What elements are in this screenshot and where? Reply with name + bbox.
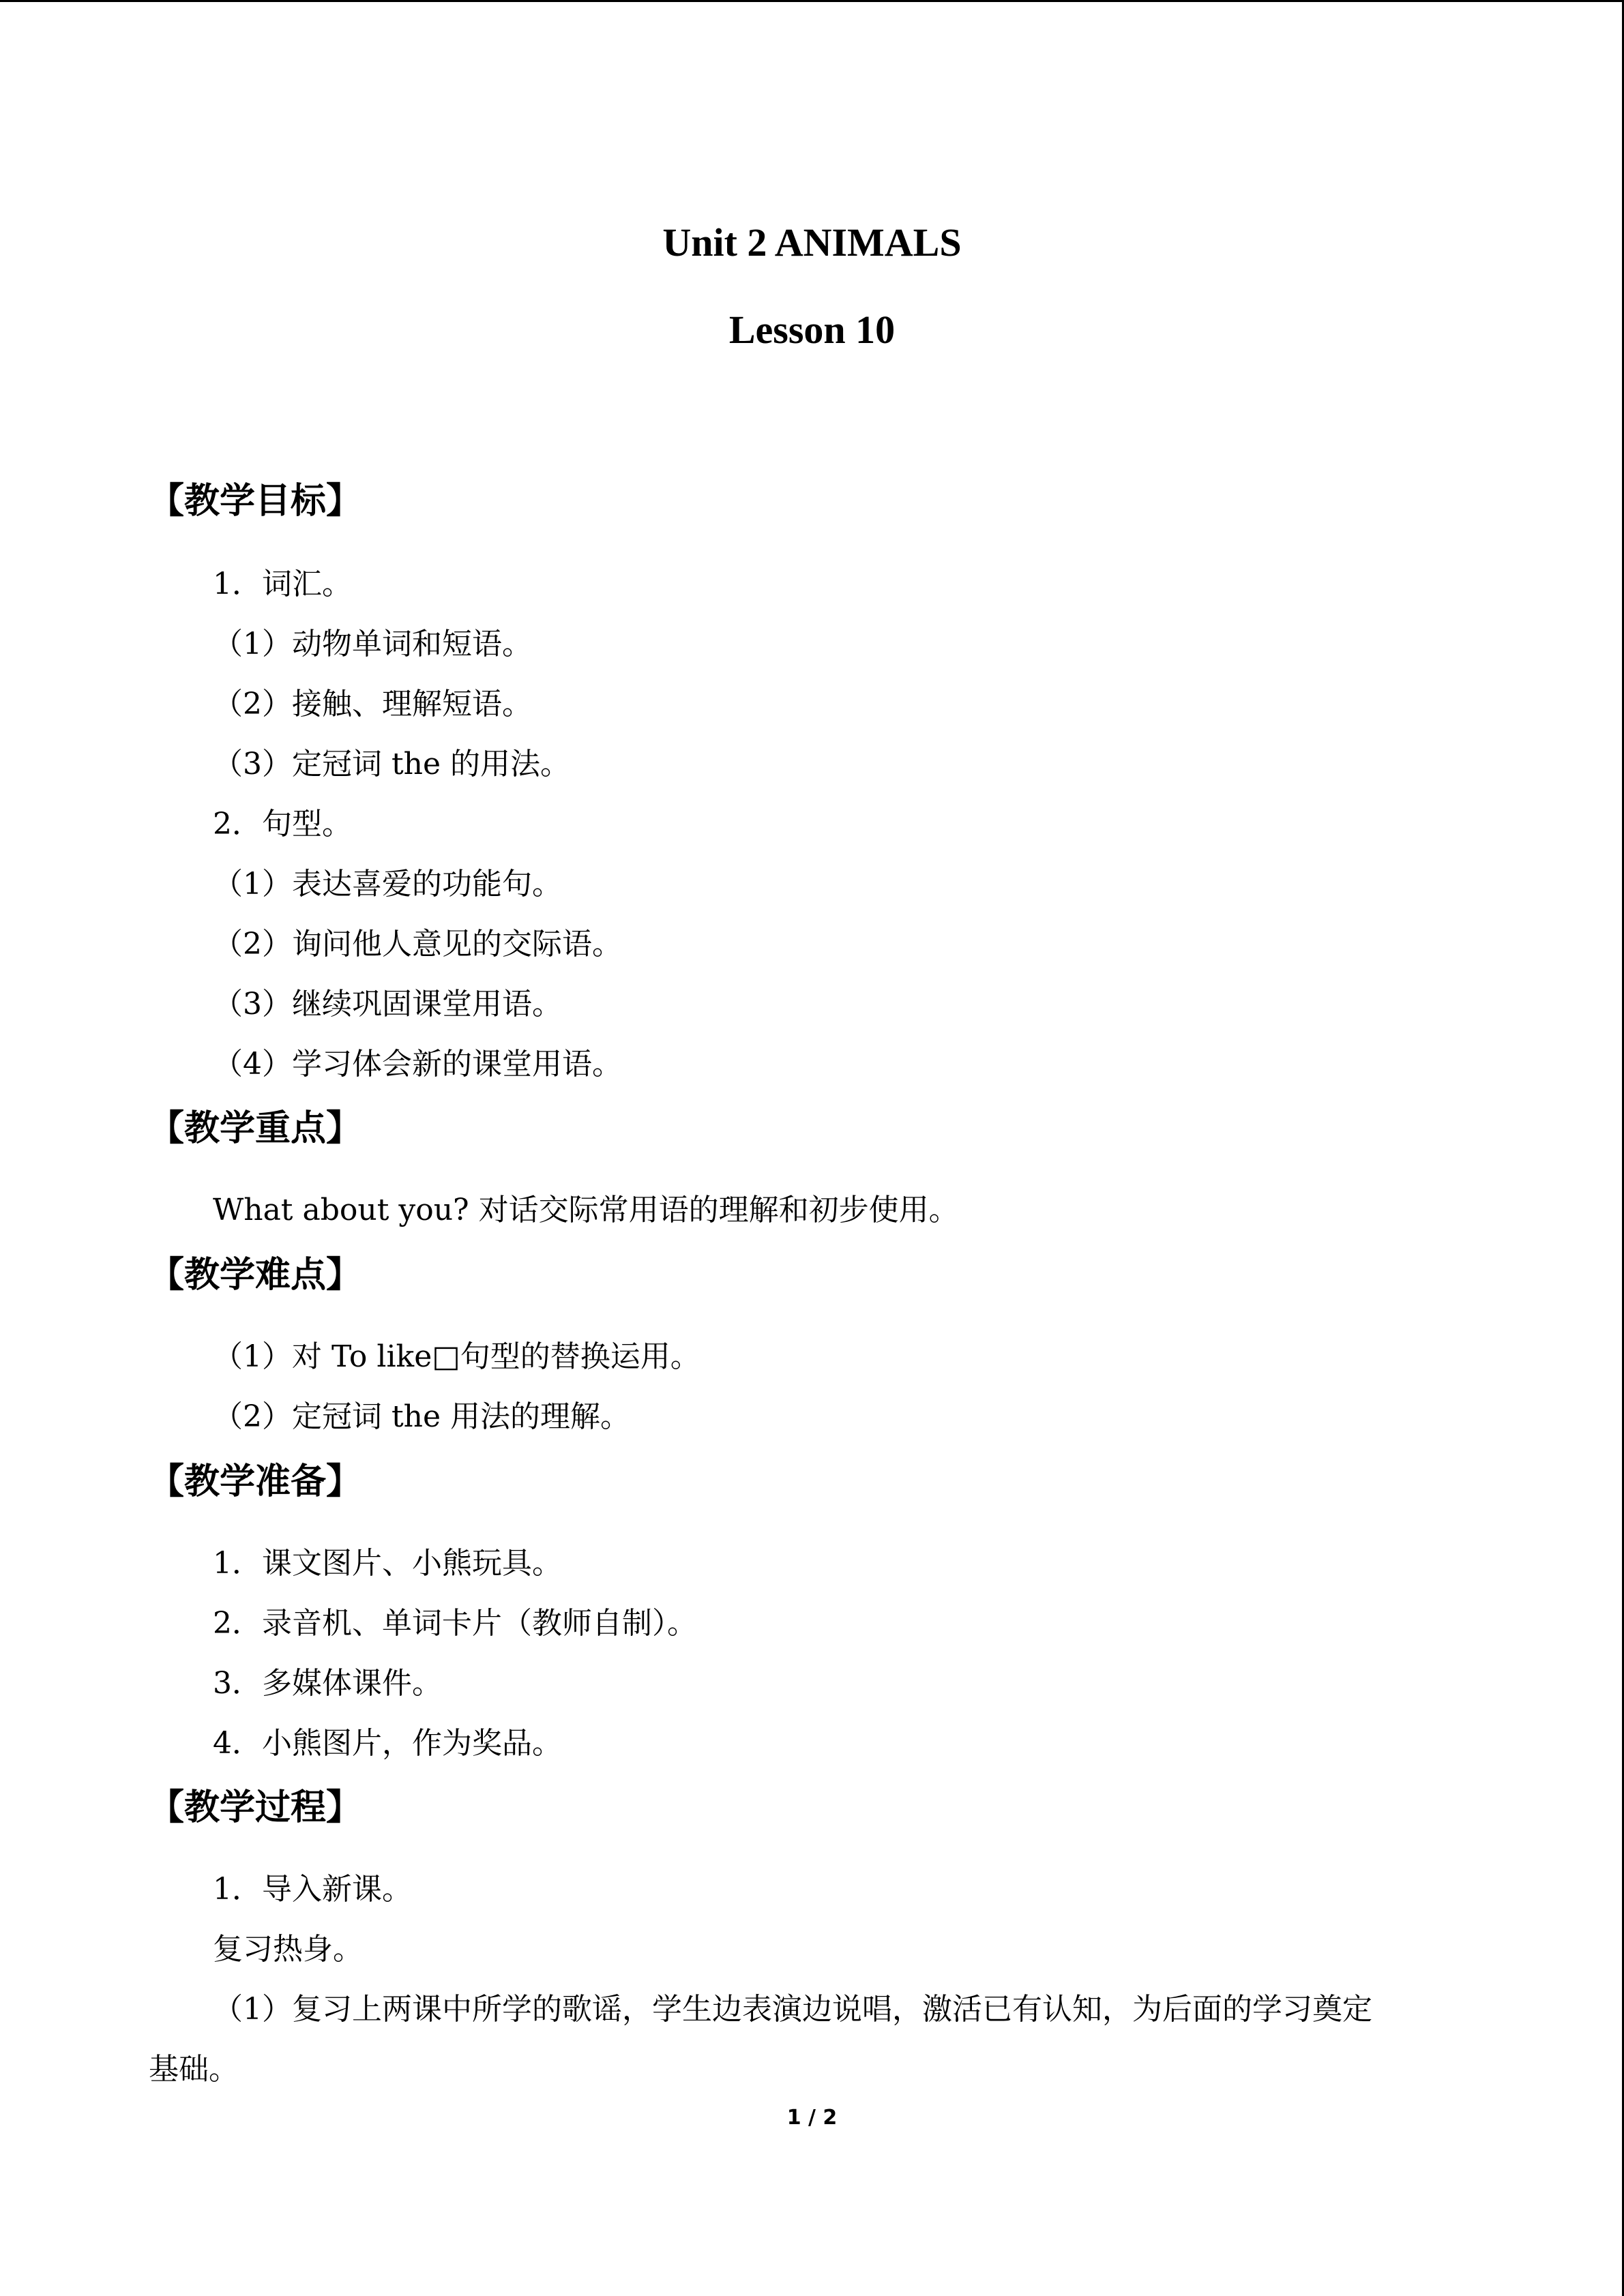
document-subtitle: Lesson 10 [728,308,896,352]
preparation-line: 4．小熊图片，作为奖品。 [213,1726,562,1761]
objective-line: 1．词汇。 [213,567,352,601]
preparation-line: 1．课文图片、小熊玩具。 [213,1546,562,1581]
process-line: 复习热身。 [213,1932,363,1967]
process-line: 1．导入新课。 [213,1872,412,1907]
objective-line: （1）表达喜爱的功能句。 [213,867,562,901]
section-heading-difficulties: 【教学难点】 [149,1255,362,1296]
page-number: 1 / 2 [786,2106,838,2130]
objective-line: （2）询问他人意见的交际语。 [213,927,622,961]
section-heading-preparation: 【教学准备】 [149,1461,362,1502]
objective-line: （3）定冠词 the 的用法。 [213,747,571,781]
objective-line: （3）继续巩固课堂用语。 [213,987,562,1022]
difficulty-line: （1）对 To like□句型的替换运用。 [213,1339,700,1374]
document-title: Unit 2 ANIMALS [662,220,962,265]
key-point-line: What about you? 对话交际常用语的理解和初步使用。 [213,1193,959,1227]
section-heading-process: 【教学过程】 [149,1787,362,1828]
section-heading-key-points: 【教学重点】 [149,1108,362,1149]
section-heading-objectives: 【教学目标】 [149,481,362,522]
process-line: （1）复习上两课中所学的歌谣，学生边表演边说唱，激活已有认知，为后面的学习奠定 [213,1992,1372,2027]
process-line: 基础。 [149,2052,239,2087]
preparation-line: 2．录音机、单词卡片（教师自制）。 [213,1606,697,1641]
preparation-line: 3．多媒体课件。 [213,1666,442,1701]
objective-line: （1）动物单词和短语。 [213,627,532,661]
objective-line: 2．句型。 [213,807,352,841]
objective-line: （4）学习体会新的课堂用语。 [213,1047,622,1082]
difficulty-line: （2）定冠词 the 用法的理解。 [213,1399,631,1434]
objective-line: （2）接触、理解短语。 [213,687,532,721]
